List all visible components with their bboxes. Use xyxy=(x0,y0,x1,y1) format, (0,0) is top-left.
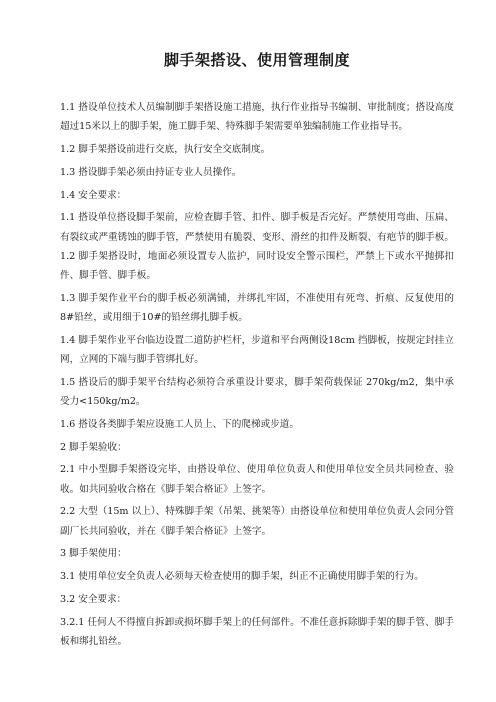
paragraph: 3.2.1 任何人不得擅自拆卸或损坏脚手架上的任何部件。不准任意拆除脚手架的脚手管、脚手板和绑扎铅丝。 xyxy=(60,616,454,647)
paragraph: 2 脚手架验收： xyxy=(60,441,127,453)
paragraph: 1.3 搭设脚手架必须由持证专业人员操作。 xyxy=(60,166,242,178)
paragraph: 1.1 搭设单位技术人员编制脚手架搭设施工措施，执行作业指导书编制、审批制度；搭设高度超过15米以上的脚手架，施工脚手架、特殊脚手架需要单独编制施工作业指导书。 xyxy=(60,102,454,133)
paragraph: 1.2 脚手架搭设前进行交底，执行安全交底制度。 xyxy=(60,144,271,155)
document-title: 脚手架搭设、使用管理制度 xyxy=(163,51,350,69)
paragraph: 1.4 脚手架作业平台临边设置二道防护栏杆，步道和平台两侧设18cm 挡脚板，按规定封挂立网，立网的下端与脚手管绑扎好。 xyxy=(60,334,454,365)
paragraph: 1.6 搭设各类脚手架应设施工人员上、下的爬梯或步道。 xyxy=(60,418,299,430)
paragraph: 2.2 大型（15m 以上）、特殊脚手架（吊架、挑架等）由搭设单位和使用单位负责人会同分管副厂长共同验收，并在《脚手架合格证》上签字。 xyxy=(60,506,454,537)
paragraph: 1.1 搭设单位搭设脚手架前，应检查脚手管、扣件、脚手板是否完好。严禁使用弯曲、压扁、有裂纹或严重锈蚀的脚手管，严禁使用有脆裂、变形、滑丝的扣件及断裂、有疤节的脚手板。1.2 脚手架搭设时，地面必须设置专人监护，同时设安全警示围栏，严禁上下或水平抛掷扣件、脚手管、脚手板。 xyxy=(60,212,454,281)
paragraph: 3.2 安全要求： xyxy=(60,593,127,605)
paragraph: 1.5 搭设后的脚手架平台结构必须符合承重设计要求，脚手架荷载保证 270kg/m2，集中承受力<150kg/m2。 xyxy=(60,376,454,407)
paragraph: 2.1 中小型脚手架搭设完毕，由搭设单位、使用单位负责人和使用单位安全员共同检查、验收。如共同验收合格在《脚手架合格证》上签字。 xyxy=(60,464,454,495)
document-body xyxy=(60,98,454,651)
paragraph: 1.4 安全要求： xyxy=(60,189,127,201)
paragraph: 1.3 脚手架作业平台的脚手板必须满铺，并绑扎牢固，不准使用有死弯、折痕、反复使用的8#铅丝，或用细于10#的铅丝绑扎脚手板。 xyxy=(60,292,454,323)
paragraph: 3 脚手架使用： xyxy=(60,548,127,560)
paragraph: 3.1 使用单位安全负责人必须每天检查使用的脚手架，纠正不正确使用脚手架的行为。 xyxy=(60,571,424,583)
